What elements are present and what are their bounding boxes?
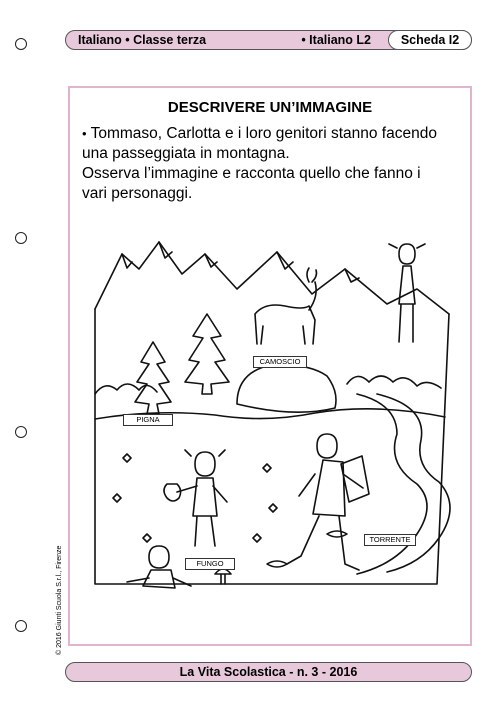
header-course: • Italiano L2 <box>301 33 371 47</box>
bullet-icon: • <box>82 126 87 141</box>
girl-with-pinecone <box>177 450 227 546</box>
snow-patches <box>122 242 359 282</box>
pine-tree-left <box>135 342 171 414</box>
rock-outcrop <box>237 365 336 412</box>
header-subject: Italiano • Classe terza <box>78 33 207 47</box>
stream <box>357 394 450 574</box>
label-camoscio: CAMOSCIO <box>253 356 307 368</box>
mountain-range-outline <box>95 242 449 314</box>
pine-tree-center <box>185 314 229 394</box>
instruction-line-2: una passeggiata in montagna. <box>82 145 290 162</box>
binder-hole-2 <box>15 232 27 244</box>
binder-hole-4 <box>15 620 27 632</box>
chamois <box>255 268 317 344</box>
label-torrente: TORRENTE <box>364 534 416 546</box>
instructions <box>82 124 462 204</box>
dad-hiker <box>287 434 369 570</box>
binder-hole-3 <box>15 426 27 438</box>
sheet-badge: Scheda I2 <box>388 30 472 50</box>
boy-crouching <box>127 546 191 588</box>
instruction-line-1: Tommaso, Carlotta e i loro genitori stanno facendo <box>90 125 437 142</box>
label-fungo: FUNGO <box>185 558 235 570</box>
worksheet-title: DESCRIVERE UN’IMMAGINE <box>167 99 373 116</box>
bushes-left <box>95 384 157 394</box>
instruction-line-4: vari personaggi. <box>82 185 193 202</box>
hiker-with-binoculars <box>389 244 425 342</box>
mushroom <box>215 569 231 584</box>
label-pigna: PIGNA <box>123 414 173 426</box>
binder-hole-1 <box>15 38 27 50</box>
bushes-right <box>347 376 441 388</box>
header-bar <box>65 30 472 50</box>
instruction-line-3: Osserva l’immagine e racconta quello che fanno i <box>82 165 421 182</box>
stepping-stones <box>267 531 347 567</box>
footer-bar: La Vita Scolastica - n. 3 - 2016 <box>65 662 472 682</box>
worksheet-frame <box>68 86 472 646</box>
copyright-notice: © 2016 Giunti Scuola S.r.l., Firenze <box>56 545 63 655</box>
